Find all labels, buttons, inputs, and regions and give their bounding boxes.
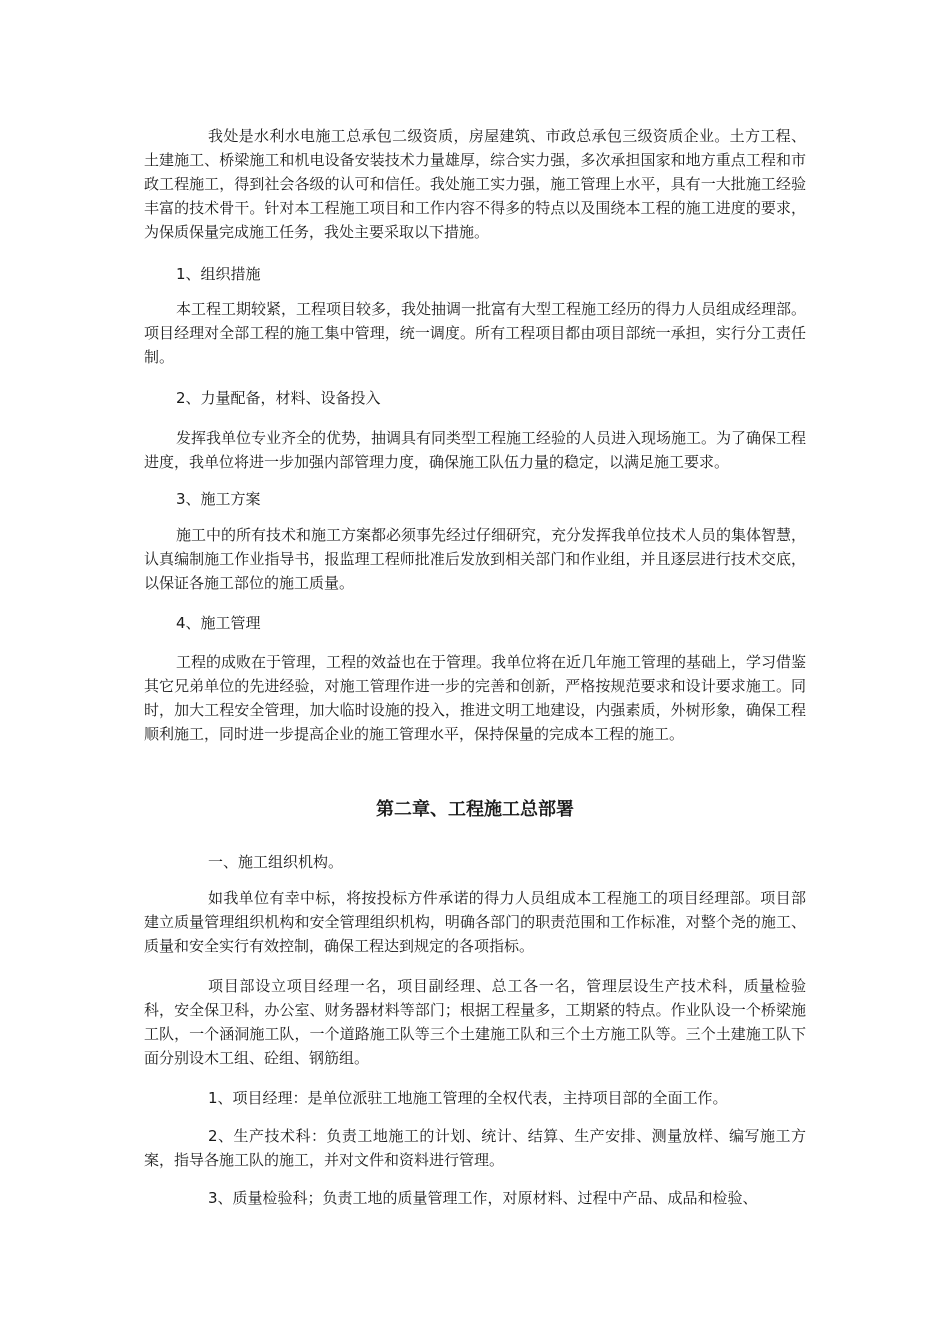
list-item-project-manager: 1、项目经理：是单位派驻工地施工管理的全权代表，主持项目部的全面工作。	[208, 1089, 728, 1107]
chapter-title: 第二章、工程施工总部署	[376, 799, 574, 820]
paragraph-staffing: 项目部设立项目经理一名，项目副经理、总工各一名，管理层设生产技术科，质量检验科，安全保卫科，办公室、财务器材料等部门；根据工程量多，工期紧的特点。作业队设一个桥梁施工队，一个涵洞施工队，一个道路施工队等三个土建施工队和三个土方施工队等。三个土建施工队下面分别设木工组、砼组、钢筋组。	[144, 977, 806, 1067]
paragraph-construction-plan: 施工中的所有技术和施工方案都必须事先经过仔细研究，充分发挥我单位技术人员的集体智慧，认真编制施工作业指导书，报监理工程师批准后发放到相关部门和作业组，并且逐层进行技术交底，以保证各施工部位的施工质量。	[144, 526, 807, 592]
heading-resources: 2、力量配备，材料、设备投入	[176, 389, 381, 407]
heading-construction-management: 4、施工管理	[176, 614, 261, 632]
paragraph-project-department: 如我单位有幸中标，将按投标方件承诺的得力人员组成本工程施工的项目经理部。项目部建立质量管理组织机构和安全管理组织机构，明确各部门的职责范围和工作标准，对整个尧的施工、质量和安全实行有效控制，确保工程达到规定的各项指标。	[144, 889, 806, 955]
list-item-production-technology: 2、生产技术科：负责工地施工的计划、统计、结算、生产安排、测量放样、编写施工方案，指导各施工队的施工，并对文件和资料进行管理。	[144, 1127, 806, 1169]
heading-construction-plan: 3、施工方案	[176, 490, 261, 508]
heading-organization-structure: 一、施工组织机构。	[208, 853, 344, 871]
intro-paragraph: 我处是水利水电施工总承包二级资质，房屋建筑、市政总承包三级资质企业。土方工程、土建施工、桥梁施工和机电设备安装技术力量雄厚，综合实力强，多次承担国家和地方重点工程和市政工程施工，得到社会各级的认可和信任。我处施工实力强，施工管理上水平，具有一大批施工经验丰富的技术骨干。针对本工程施工项目和工作内容不得多的特点以及围绕本工程的施工进度的要求，为保质保量完成施工任务，我处主要采取以下措施。	[144, 127, 806, 241]
paragraph-construction-management: 工程的成败在于管理，工程的效益也在于管理。我单位将在近几年施工管理的基础上，学习借鉴其它兄弟单位的先进经验，对施工管理作进一步的完善和创新，严格按规范要求和设计要求施工。同时，加大工程安全管理，加大临时设施的投入，推进文明工地建设，内强素质，外树形象，确保工程顺利施工，同时进一步提高企业的施工管理水平，保持保量的完成本工程的施工。	[144, 653, 807, 743]
paragraph-organization: 本工程工期较紧，工程项目较多，我处抽调一批富有大型工程施工经历的得力人员组成经理部。项目经理对全部工程的施工集中管理，统一调度。所有工程项目都由项目部统一承担，实行分工责任制。	[144, 300, 807, 366]
list-item-quality-inspection: 3、质量检验科；负责工地的质量管理工作，对原材料、过程中产品、成品和检验、	[208, 1189, 758, 1207]
paragraph-resources: 发挥我单位专业齐全的优势，抽调具有同类型工程施工经验的人员进入现场施工。为了确保工程进度，我单位将进一步加强内部管理力度，确保施工队伍力量的稳定，以满足施工要求。	[144, 429, 807, 471]
heading-organization-measures: 1、组织措施	[176, 265, 261, 283]
